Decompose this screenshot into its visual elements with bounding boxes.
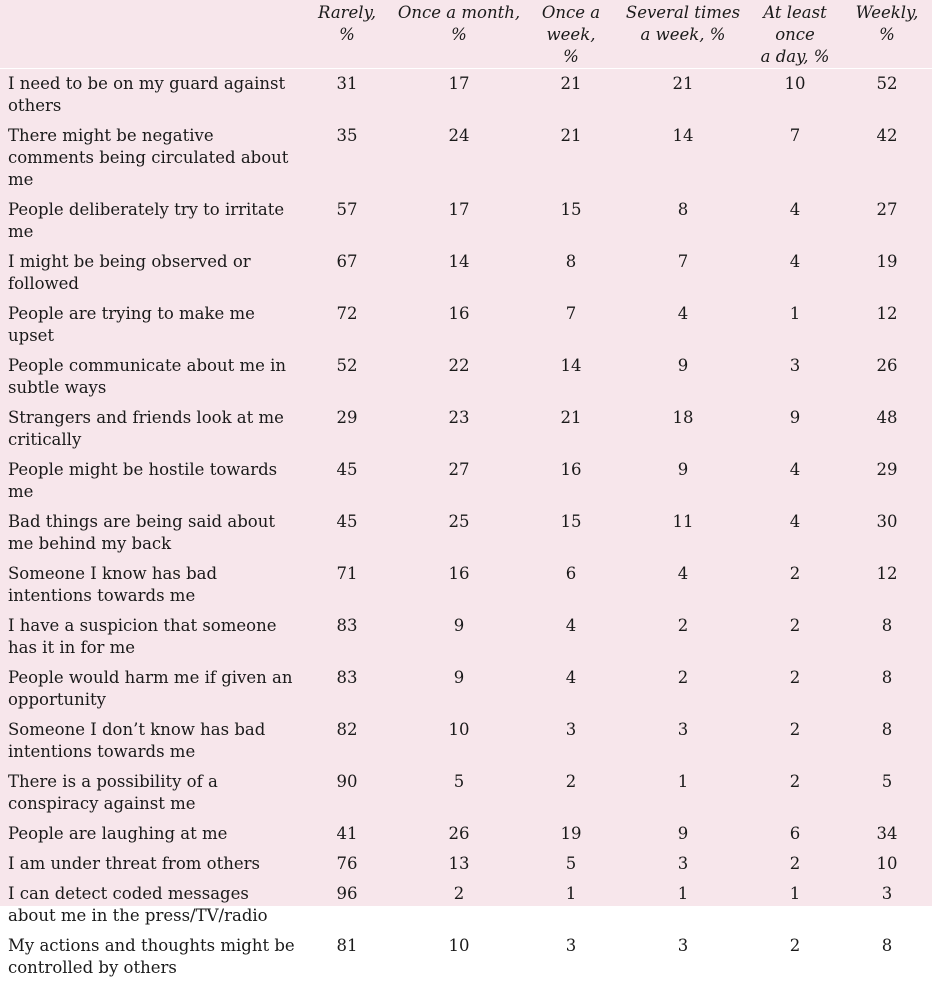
- table-cell-value: 21: [524, 403, 618, 455]
- table-cell-value: 76: [300, 849, 394, 879]
- row-label: There is a possibility of a conspiracy against me: [0, 767, 300, 819]
- table-row: [0, 195, 932, 247]
- table-cell-value: 9: [394, 663, 524, 715]
- table-cell-value: 4: [748, 195, 842, 247]
- row-label: I am under threat from others: [0, 849, 300, 879]
- table-cell-value: 15: [524, 195, 618, 247]
- table-cell-value: 52: [300, 351, 394, 403]
- table-cell-value: 21: [618, 69, 748, 122]
- table-cell-value: 3: [524, 715, 618, 767]
- table-row: [0, 931, 932, 983]
- table-cell-value: 4: [524, 611, 618, 663]
- row-label: I might be being observed or followed: [0, 247, 300, 299]
- row-label: Someone I don’t know has bad intentions towards me: [0, 715, 300, 767]
- row-label: Someone I know has bad intentions towards me: [0, 559, 300, 611]
- table-cell-value: 4: [748, 507, 842, 559]
- table-cell-value: 29: [842, 455, 932, 507]
- table-cell-value: 4: [618, 559, 748, 611]
- table-cell-value: 82: [300, 715, 394, 767]
- table-cell-value: 9: [618, 351, 748, 403]
- table-cell-value: 2: [618, 663, 748, 715]
- table-cell-value: 6: [748, 819, 842, 849]
- table-cell-value: 17: [394, 69, 524, 122]
- row-label: There might be negative comments being circulated about me: [0, 121, 300, 195]
- table-cell-value: 83: [300, 611, 394, 663]
- row-label: I can detect coded messages about me in the press/TV/radio: [0, 879, 300, 931]
- table-row: [0, 715, 932, 767]
- table-row: [0, 69, 932, 122]
- table-cell-value: 34: [842, 819, 932, 849]
- row-label: People are laughing at me: [0, 819, 300, 849]
- table-cell-value: 4: [524, 663, 618, 715]
- table-cell-value: 5: [524, 849, 618, 879]
- table-cell-value: 1: [748, 879, 842, 931]
- table-cell-value: 26: [394, 819, 524, 849]
- table-cell-value: 2: [618, 611, 748, 663]
- table-cell-value: 16: [524, 455, 618, 507]
- table-cell-value: 23: [394, 403, 524, 455]
- table-cell-value: 27: [394, 455, 524, 507]
- table-row: [0, 299, 932, 351]
- table-cell-value: 81: [300, 931, 394, 983]
- table-row: [0, 611, 932, 663]
- table-cell-value: 19: [524, 819, 618, 849]
- table-cell-value: 7: [618, 247, 748, 299]
- table-cell-value: 2: [748, 849, 842, 879]
- table-cell-value: 4: [748, 455, 842, 507]
- table-cell-value: 16: [394, 559, 524, 611]
- row-label: Bad things are being said about me behind my back: [0, 507, 300, 559]
- table-cell-value: 2: [748, 611, 842, 663]
- table-cell-value: 6: [524, 559, 618, 611]
- table-cell-value: 42: [842, 121, 932, 195]
- table-cell-value: 16: [394, 299, 524, 351]
- table-cell-value: 2: [748, 715, 842, 767]
- table-cell-value: 15: [524, 507, 618, 559]
- table-cell-value: 8: [618, 195, 748, 247]
- table-cell-value: 3: [748, 351, 842, 403]
- table-cell-value: 5: [394, 767, 524, 819]
- table-cell-value: 35: [300, 121, 394, 195]
- table-cell-value: 12: [842, 299, 932, 351]
- table-row: [0, 455, 932, 507]
- table-cell-value: 9: [394, 611, 524, 663]
- table-cell-value: 2: [748, 663, 842, 715]
- table-cell-value: 2: [748, 767, 842, 819]
- table-cell-value: 52: [842, 69, 932, 122]
- column-header-once-a-week: Once a week, %: [524, 0, 618, 69]
- table-cell-value: 90: [300, 767, 394, 819]
- table-cell-value: 14: [394, 247, 524, 299]
- table-cell-value: 29: [300, 403, 394, 455]
- table-cell-value: 1: [524, 879, 618, 931]
- table-cell-value: 7: [748, 121, 842, 195]
- table-body: [0, 69, 932, 983]
- table-cell-value: 17: [394, 195, 524, 247]
- table-cell-value: 11: [618, 507, 748, 559]
- table-row: [0, 819, 932, 849]
- table-row: [0, 403, 932, 455]
- table-cell-value: 26: [842, 351, 932, 403]
- table-cell-value: 8: [524, 247, 618, 299]
- table-cell-value: 19: [842, 247, 932, 299]
- table-cell-value: 72: [300, 299, 394, 351]
- table-cell-value: 10: [394, 715, 524, 767]
- table-cell-value: 14: [618, 121, 748, 195]
- table-cell-value: 3: [618, 931, 748, 983]
- table-row: [0, 247, 932, 299]
- table-cell-value: 4: [618, 299, 748, 351]
- table-cell-value: 31: [300, 69, 394, 122]
- table-cell-value: 13: [394, 849, 524, 879]
- row-label: People communicate about me in subtle ways: [0, 351, 300, 403]
- row-label: People might be hostile towards me: [0, 455, 300, 507]
- table-cell-value: 45: [300, 507, 394, 559]
- table-cell-value: 3: [524, 931, 618, 983]
- table-cell-value: 25: [394, 507, 524, 559]
- table-cell-value: 3: [842, 879, 932, 931]
- table-cell-value: 2: [748, 559, 842, 611]
- row-label: My actions and thoughts might be controlled by others: [0, 931, 300, 983]
- row-label: Strangers and friends look at me critically: [0, 403, 300, 455]
- table-row: [0, 351, 932, 403]
- table-cell-value: 9: [618, 819, 748, 849]
- table-cell-value: 41: [300, 819, 394, 849]
- table-row: [0, 663, 932, 715]
- table-cell-value: 1: [618, 879, 748, 931]
- table-cell-value: 22: [394, 351, 524, 403]
- row-label: I need to be on my guard against others: [0, 69, 300, 122]
- table-cell-value: 30: [842, 507, 932, 559]
- table-cell-value: 8: [842, 931, 932, 983]
- column-header-at-least-once-a-day: At least once a day, %: [748, 0, 842, 69]
- table-cell-value: 14: [524, 351, 618, 403]
- table-cell-value: 1: [748, 299, 842, 351]
- column-header-item: [0, 0, 300, 69]
- table-cell-value: 3: [618, 849, 748, 879]
- table-row: [0, 849, 932, 879]
- table-cell-value: 10: [748, 69, 842, 122]
- table-cell-value: 2: [524, 767, 618, 819]
- table-cell-value: 10: [394, 931, 524, 983]
- table-cell-value: 21: [524, 69, 618, 122]
- table-cell-value: 1: [618, 767, 748, 819]
- table-row: [0, 507, 932, 559]
- table-cell-value: 18: [618, 403, 748, 455]
- table-row: [0, 559, 932, 611]
- table-cell-value: 48: [842, 403, 932, 455]
- table-cell-value: 3: [618, 715, 748, 767]
- table-cell-value: 2: [394, 879, 524, 931]
- column-header-weekly: Weekly, %: [842, 0, 932, 69]
- table-row: [0, 767, 932, 819]
- row-label: People are trying to make me upset: [0, 299, 300, 351]
- table-cell-value: 10: [842, 849, 932, 879]
- table-cell-value: 4: [748, 247, 842, 299]
- table-cell-value: 45: [300, 455, 394, 507]
- row-label: People would harm me if given an opportunity: [0, 663, 300, 715]
- table-cell-value: 8: [842, 715, 932, 767]
- table-row: [0, 879, 932, 931]
- table-cell-value: 9: [618, 455, 748, 507]
- column-header-rarely: Rarely, %: [300, 0, 394, 69]
- table-cell-value: 2: [748, 931, 842, 983]
- column-header-once-a-month: Once a month, %: [394, 0, 524, 69]
- row-label: I have a suspicion that someone has it in for me: [0, 611, 300, 663]
- table-cell-value: 27: [842, 195, 932, 247]
- table-cell-value: 83: [300, 663, 394, 715]
- table-cell-value: 96: [300, 879, 394, 931]
- table-cell-value: 67: [300, 247, 394, 299]
- row-label: People deliberately try to irritate me: [0, 195, 300, 247]
- table-cell-value: 7: [524, 299, 618, 351]
- table-row: [0, 121, 932, 195]
- table-cell-value: 57: [300, 195, 394, 247]
- table-header-row: [0, 0, 932, 69]
- table-cell-value: 5: [842, 767, 932, 819]
- table-cell-value: 24: [394, 121, 524, 195]
- table-cell-value: 8: [842, 611, 932, 663]
- table-cell-value: 12: [842, 559, 932, 611]
- column-header-several-times-a-week: Several times a week, %: [618, 0, 748, 69]
- table-cell-value: 71: [300, 559, 394, 611]
- table-cell-value: 21: [524, 121, 618, 195]
- table-cell-value: 8: [842, 663, 932, 715]
- table-cell-value: 9: [748, 403, 842, 455]
